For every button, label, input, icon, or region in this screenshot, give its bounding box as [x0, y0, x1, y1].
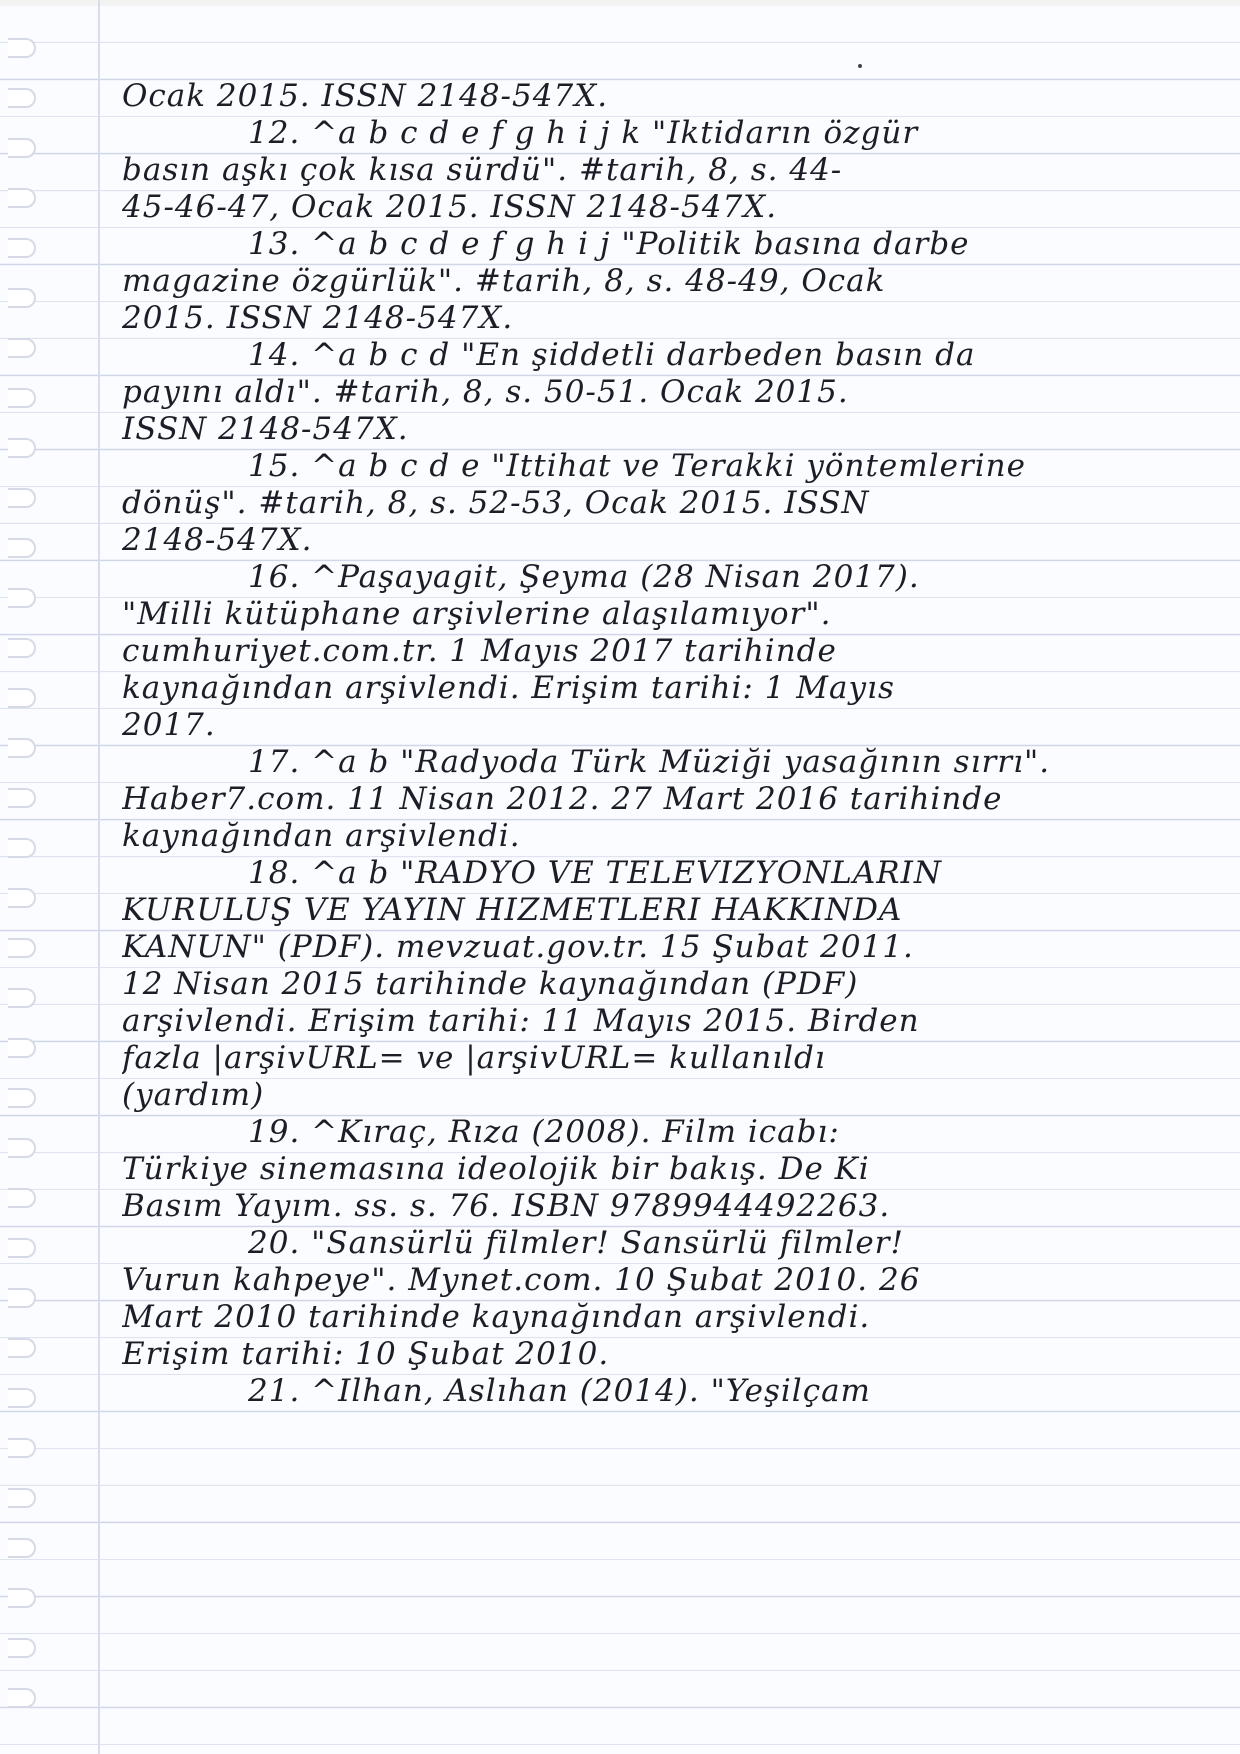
- binder-hole: [8, 988, 36, 1008]
- page-top-edge: [0, 0, 1240, 6]
- binder-hole: [8, 1338, 36, 1358]
- binder-hole: [8, 1088, 36, 1108]
- binder-hole: [8, 438, 36, 458]
- text-line: 13. ^a b c d e f g h i j "Politik basına darbe: [248, 226, 970, 262]
- ink-dot: [858, 64, 862, 68]
- text-line: 17. ^a b "Radyoda Türk Müziği yasağının sırrı".: [248, 744, 1051, 780]
- text-line: kaynağından arşivlendi. Erişim tarihi: 1 Mayıs: [122, 670, 895, 706]
- text-line: 45-46-47, Ocak 2015. ISSN 2148-547X.: [122, 189, 778, 225]
- text-line: 2017.: [122, 707, 216, 743]
- binder-hole: [8, 1038, 36, 1058]
- binder-hole: [8, 188, 36, 208]
- binder-hole: [8, 738, 36, 758]
- text-line: 15. ^a b c d e "Ittihat ve Terakki yöntemlerine: [248, 448, 1026, 484]
- text-line: 2015. ISSN 2148-547X.: [122, 300, 514, 336]
- binder-hole: [8, 338, 36, 358]
- text-line: 14. ^a b c d "En şiddetli darbeden basın da: [248, 337, 976, 373]
- binder-hole: [8, 1538, 36, 1558]
- binder-hole: [8, 1288, 36, 1308]
- text-line: 18. ^a b "RADYO VE TELEVIZYONLARIN: [248, 855, 942, 891]
- binder-hole: [8, 38, 36, 58]
- binder-hole: [8, 1488, 36, 1508]
- text-line: ISSN 2148-547X.: [122, 411, 409, 447]
- text-line: 12 Nisan 2015 tarihinde kaynağından (PDF): [122, 966, 859, 1002]
- text-line: KURULUŞ VE YAYIN HIZMETLERI HAKKINDA: [122, 892, 903, 928]
- text-line: 20. "Sansürlü filmler! Sansürlü filmler!: [248, 1225, 904, 1261]
- binder-hole: [8, 1188, 36, 1208]
- text-line: magazine özgürlük". #tarih, 8, s. 48-49, Ocak: [122, 263, 886, 299]
- binder-hole: [8, 888, 36, 908]
- binder-hole: [8, 538, 36, 558]
- binder-hole: [8, 838, 36, 858]
- text-line: Mart 2010 tarihinde kaynağından arşivlendi.: [122, 1299, 871, 1335]
- binder-hole: [8, 1138, 36, 1158]
- text-line: Türkiye sinemasına ideolojik bir bakış. De Ki: [122, 1151, 870, 1187]
- binder-hole: [8, 388, 36, 408]
- text-line: kaynağından arşivlendi.: [122, 818, 521, 854]
- text-line: Ocak 2015. ISSN 2148-547X.: [122, 78, 609, 114]
- binder-hole: [8, 638, 36, 658]
- binder-hole: [8, 1688, 36, 1708]
- text-line: 19. ^Kıraç, Rıza (2008). Film icabı:: [248, 1114, 840, 1150]
- binder-hole: [8, 138, 36, 158]
- binder-hole: [8, 1388, 36, 1408]
- text-line: Vurun kahpeye". Mynet.com. 10 Şubat 2010. 26: [122, 1262, 921, 1298]
- text-line: 2148-547X.: [122, 522, 313, 558]
- text-line: Erişim tarihi: 10 Şubat 2010.: [122, 1336, 610, 1372]
- binder-hole: [8, 788, 36, 808]
- binder-hole: [8, 88, 36, 108]
- binder-hole: [8, 288, 36, 308]
- text-line: 12. ^a b c d e f g h i j k "Iktidarın özgür: [248, 115, 919, 151]
- binder-hole: [8, 938, 36, 958]
- binder-hole: [8, 1438, 36, 1458]
- binder-hole: [8, 1238, 36, 1258]
- handwritten-text: [122, 78, 1212, 1410]
- binder-holes: [0, 0, 40, 1754]
- text-line: cumhuriyet.com.tr. 1 Mayıs 2017 tarihinde: [122, 633, 837, 669]
- binder-hole: [8, 1588, 36, 1608]
- binder-hole: [8, 588, 36, 608]
- text-line: (yardım): [122, 1077, 265, 1113]
- text-line: basın aşkı çok kısa sürdü". #tarih, 8, s. 44-: [122, 152, 843, 188]
- text-line: "Milli kütüphane arşivlerine alaşılamıyor".: [122, 596, 832, 632]
- binder-hole: [8, 1638, 36, 1658]
- text-line: 16. ^Paşayagit, Şeyma (28 Nisan 2017).: [248, 559, 920, 595]
- text-line: payını aldı". #tarih, 8, s. 50-51. Ocak 2015.: [122, 374, 849, 410]
- binder-hole: [8, 688, 36, 708]
- text-line: dönüş". #tarih, 8, s. 52-53, Ocak 2015. ISSN: [122, 485, 870, 521]
- text-line: Basım Yayım. ss. s. 76. ISBN 9789944492263.: [122, 1188, 891, 1224]
- binder-hole: [8, 238, 36, 258]
- text-line: KANUN" (PDF). mevzuat.gov.tr. 15 Şubat 2011.: [122, 929, 914, 965]
- text-line: 21. ^Ilhan, Aslıhan (2014). "Yeşilçam: [248, 1373, 871, 1409]
- text-line: fazla |arşivURL= ve |arşivURL= kullanıldı: [122, 1040, 826, 1076]
- binder-hole: [8, 488, 36, 508]
- margin-line: [98, 0, 100, 1754]
- text-line: Haber7.com. 11 Nisan 2012. 27 Mart 2016 tarihinde: [122, 781, 1003, 817]
- text-line: arşivlendi. Erişim tarihi: 11 Mayıs 2015. Birden: [122, 1003, 920, 1039]
